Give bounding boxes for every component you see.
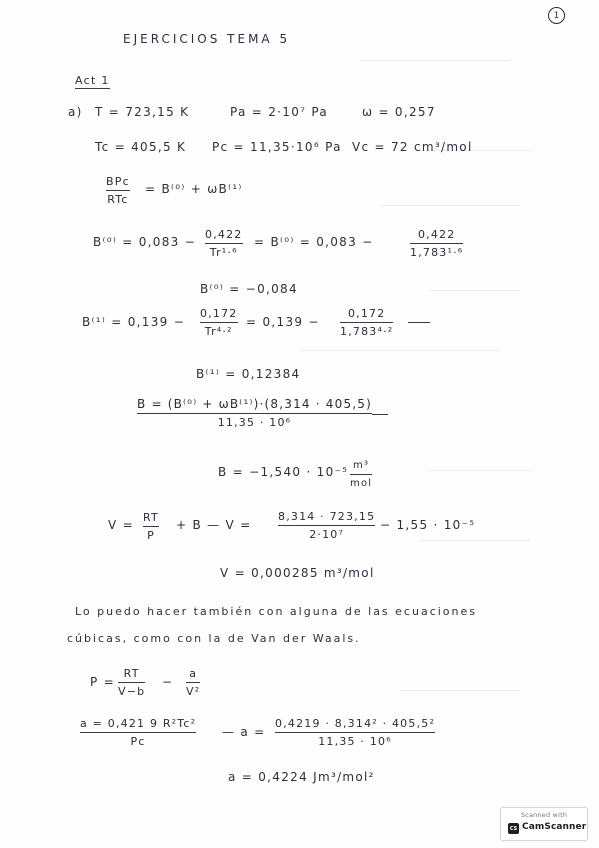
p-fraction-1 xyxy=(118,667,145,698)
critical-pressure: Pc = 11,35·10⁶ Pa xyxy=(212,140,342,154)
b0-fraction-1 xyxy=(205,228,243,259)
scanned-with-text: Scanned with xyxy=(520,811,568,819)
a-result: a = 0,4224 Jm³/mol² xyxy=(228,770,375,784)
fraction-numerator: 0,172 xyxy=(347,307,386,320)
fraction-numerator: RT xyxy=(143,511,159,524)
page-number: 1 xyxy=(548,7,565,24)
critical-volume: Vc = 72 cm³/mol xyxy=(352,140,473,154)
a-fraction-2 xyxy=(275,717,435,748)
b1-equation-lhs: B⁽¹⁾ = 0,139 − xyxy=(82,315,186,329)
fraction-denominator: V−b xyxy=(118,685,146,698)
b-units xyxy=(350,459,372,490)
fraction-numerator: 0,172 xyxy=(200,307,238,320)
b0-result: B⁽⁰⁾ = −0,084 xyxy=(200,282,298,296)
v-equation-lhs: V = xyxy=(108,518,134,532)
b-result: B = −1,540 · 10⁻⁵ xyxy=(218,465,349,479)
p-minus: − xyxy=(162,675,174,689)
note-line-1: Lo puedo hacer también con alguna de las ecuaciones xyxy=(75,605,477,618)
fraction-numerator: a xyxy=(189,667,198,680)
p-fraction-2 xyxy=(186,667,200,698)
omega-value: ω = 0,257 xyxy=(362,105,436,119)
v-fraction-1 xyxy=(143,511,159,542)
fraction-numerator: B = (B⁽⁰⁾ + ωB⁽¹⁾)·(8,314 · 405,5) xyxy=(137,397,373,411)
fraction-denominator: P xyxy=(147,529,155,542)
unit-numerator: m³ xyxy=(353,460,370,471)
b-fraction xyxy=(137,398,372,429)
camscanner-watermark xyxy=(500,807,588,841)
note-line-2: cúbicas, como con la de Van der Waals. xyxy=(67,632,361,645)
fraction-denominator: 11,35 · 10⁶ xyxy=(217,416,292,429)
b1-fraction-1 xyxy=(200,307,238,338)
a-equation-mid: — a = xyxy=(222,725,266,739)
fraction-denominator: Tr⁴·² xyxy=(204,325,233,338)
arrow-dash xyxy=(372,414,388,415)
section-label: Act 1 xyxy=(75,74,110,87)
b0-fraction-2 xyxy=(410,228,463,259)
b1-fraction-2 xyxy=(340,307,393,338)
camscanner-brand: CamScanner xyxy=(522,822,587,832)
fraction-denominator: Pc xyxy=(130,735,146,748)
v-equation-tail: − 1,55 · 10⁻⁵ xyxy=(380,518,476,532)
virial-equation-rhs: = B⁽⁰⁾ + ωB⁽¹⁾ xyxy=(145,182,243,196)
fraction-denominator: 1,783¹·⁶ xyxy=(410,246,464,259)
fraction-numerator: 0,422 xyxy=(205,228,243,241)
b1-equation-mid: = 0,139 − xyxy=(246,315,320,329)
pressure-value: Pa = 2·10⁷ Pa xyxy=(230,105,329,119)
bpc-rtc-fraction xyxy=(106,175,130,206)
b0-equation-lhs: B⁽⁰⁾ = 0,083 − xyxy=(93,235,197,249)
fraction-numerator: 0,4219 · 8,314² · 405,5² xyxy=(275,717,436,730)
camscanner-logo-icon: CS xyxy=(508,823,519,834)
critical-temperature: Tc = 405,5 K xyxy=(95,140,187,154)
fraction-denominator: 1,783⁴·² xyxy=(340,325,394,338)
a-fraction xyxy=(80,717,196,748)
fraction-denominator: 11,35 · 10⁶ xyxy=(318,735,392,748)
part-a-label: a) xyxy=(68,105,83,119)
fraction-denominator: 2·10⁷ xyxy=(309,528,345,541)
fraction-numerator: a = 0,421 9 R²Tc² xyxy=(80,717,197,730)
fraction-denominator: Tr¹·⁶ xyxy=(209,246,238,259)
v-result: V = 0,000285 m³/mol xyxy=(220,566,375,580)
v-equation-mid: + B — V = xyxy=(176,518,252,532)
p-equation-lhs: P = xyxy=(90,675,116,689)
fraction-numerator: 0,422 xyxy=(417,228,456,241)
b1-result: B⁽¹⁾ = 0,12384 xyxy=(196,367,301,381)
fraction-denominator: V² xyxy=(186,685,201,698)
fraction-numerator: RT xyxy=(123,667,140,680)
arrow-dash xyxy=(408,322,430,323)
b0-equation-mid: = B⁽⁰⁾ = 0,083 − xyxy=(254,235,374,249)
unit-denominator: mol xyxy=(350,478,373,489)
v-fraction-2 xyxy=(278,510,375,541)
page-title: EJERCICIOS TEMA 5 xyxy=(123,32,291,46)
fraction-denominator: RTc xyxy=(107,193,129,206)
fraction-numerator: BPc xyxy=(106,175,130,188)
temperature-value: T = 723,15 K xyxy=(95,105,190,119)
fraction-numerator: 8,314 · 723,15 xyxy=(278,510,376,523)
